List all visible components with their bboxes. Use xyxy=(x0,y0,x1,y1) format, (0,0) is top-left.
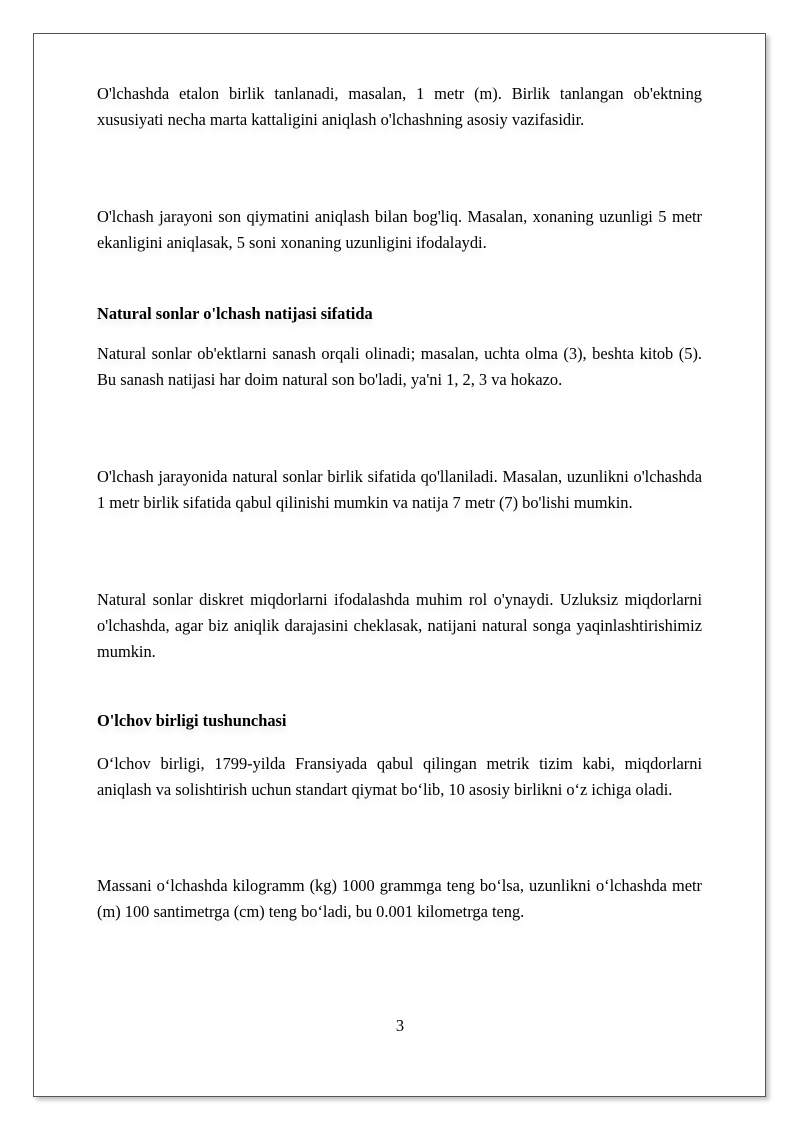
page-frame xyxy=(33,33,766,1097)
paragraph-massa-uzunlik: Massani o‘lchashda kilogramm (kg) 1000 grammga teng bo‘lsa, uzunlikni o‘lchashda metr (m) 100 santimetrga (cm) teng bo‘ladi, bu 0.001 kilometrga teng. xyxy=(97,876,702,921)
paragraph-olchov-birligi-metrik: O‘lchov birligi, 1799-yilda Fransiyada qabul qilingan metrik tizim kabi, miqdorlarni aniqlash va solishtirish uchun standart qiymat bo‘lib, 10 asosiy birlikni o‘z ichiga oladi. xyxy=(97,754,702,799)
paragraph-olchash-jarayoni: O'lchash jarayoni son qiymatini aniqlash bilan bog'liq. Masalan, xonaning uzunligi 5 metr ekanligini aniqlasak, 5 soni xonaning uzunligini ifodalaydi. xyxy=(97,207,702,252)
section-heading-olchov-birligi: O'lchov birligi tushunchasi xyxy=(97,711,287,730)
paragraph-etalon-birlik: O'lchashda etalon birlik tanlanadi, masalan, 1 metr (m). Birlik tanlangan ob'ektning xususiyati necha marta kattaligini aniqlash o'lchashning asosiy vazifasidir. xyxy=(97,84,702,129)
paragraph-natural-sonlar-diskret: Natural sonlar diskret miqdorlarni ifodalashda muhim rol o'ynaydi. Uzluksiz miqdorlarni o'lchashda, agar biz aniqlik darajasini cheklasak, natijani natural songa yaqinlashtirishimiz mumkin. xyxy=(97,590,702,661)
paragraph-natural-sonlar-sanash: Natural sonlar ob'ektlarni sanash orqali olinadi; masalan, uchta olma (3), beshta kitob (5). Bu sanash natijasi har doim natural son bo'ladi, ya'ni 1, 2, 3 va hokazo. xyxy=(97,344,702,389)
paragraph-natural-sonlar-birlik: O'lchash jarayonida natural sonlar birlik sifatida qo'llaniladi. Masalan, uzunlikni o'lchashda 1 metr birlik sifatida qabul qilinishi mumkin va natija 7 metr (7) bo'lishi mumkin. xyxy=(97,467,702,512)
page-number: 3 xyxy=(395,1016,405,1035)
section-heading-natural-sonlar: Natural sonlar o'lchash natijasi sifatida xyxy=(97,304,373,323)
